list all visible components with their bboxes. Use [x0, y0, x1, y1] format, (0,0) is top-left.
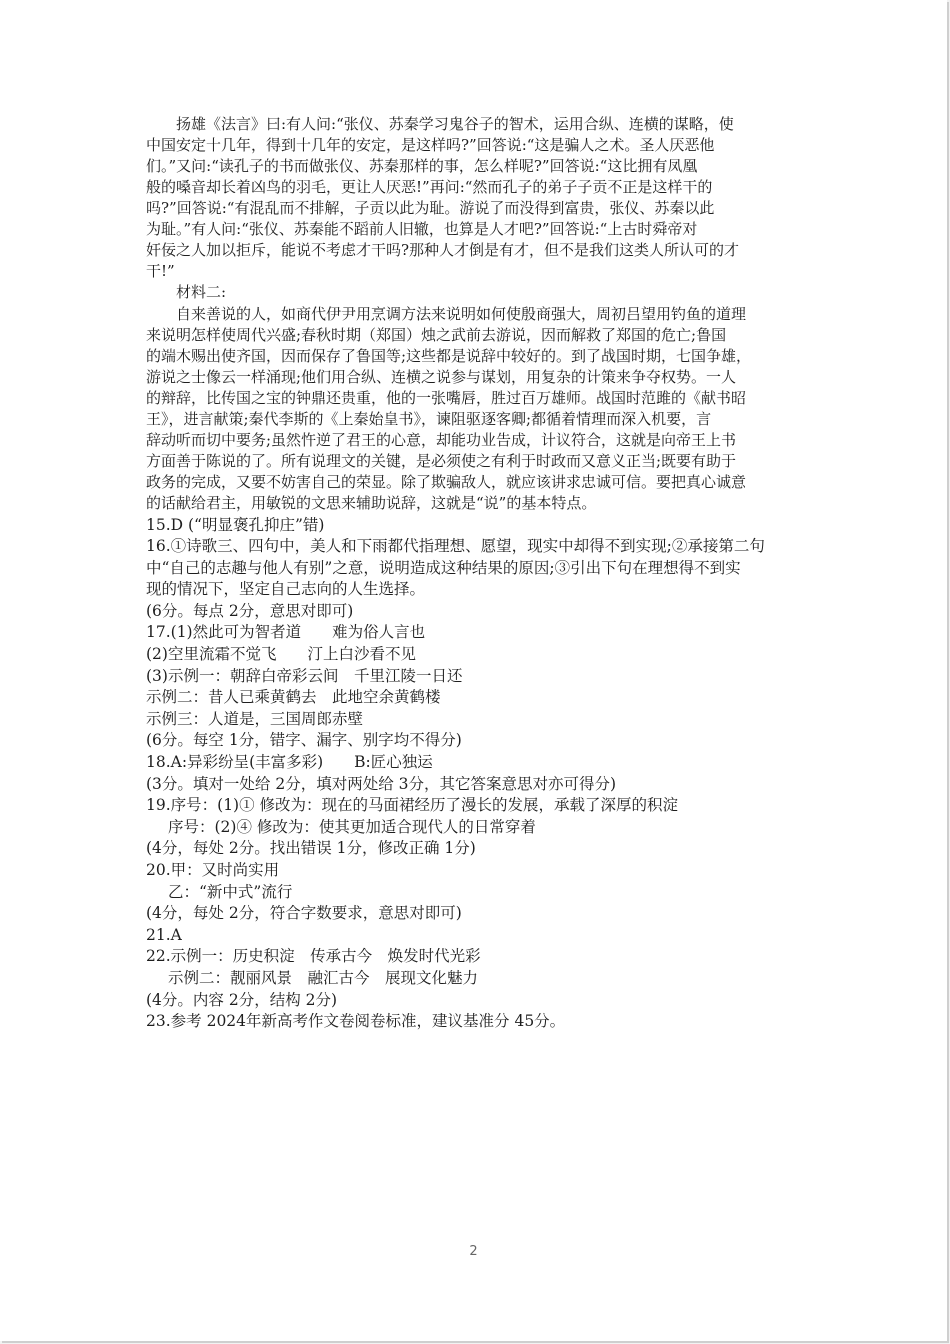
material-one-line: 们。”又问:“读孔子的书而做张仪、苏秦那样的事，怎么样呢?”回答说:“这比拥有凤凰 — [146, 157, 698, 175]
material-two-line: 的端木赐出使齐国，因而保存了鲁国等;这些都是说辞中较好的。到了战国时期，七国争雄， — [146, 346, 752, 365]
material-two-line: 辞动听而切中要务;虽然忤逆了君王的心意，却能功业告成，计议符合，这就是向帝王上书 — [146, 430, 737, 449]
material-two-line: 来说明怎样使周代兴盛;春秋时期（郑国）烛之武前去游说，因而解救了郑国的危亡;鲁国 — [146, 325, 727, 344]
answer-line: 18.A:异彩纷呈(丰富多彩) B:匠心独运 — [146, 753, 433, 772]
answer-line: 示例二：昔人已乘黄鹤去 此地空余黄鹤楼 — [146, 688, 441, 707]
material-two-line: 游说之士像云一样涌现;他们用合纵、连横之说参与谋划，用复杂的计策来争夺权势。一人 — [146, 367, 737, 386]
answer-line: 23.参考 2024年新高考作文卷阅卷标准，建议基准分 45分。 — [146, 1012, 566, 1031]
answer-line: 16.①诗歌三、四句中，美人和下雨都代指理想、愿望，现实中却得不到实现;②承接第二句 — [146, 537, 765, 556]
page-number: 2 — [469, 1244, 478, 1259]
answer-line: 19.序号：(1)① 修改为：现在的马面裙经历了漫长的发展，承载了深厚的积淀 — [146, 796, 679, 815]
answer-line: (4分，每处 2分。找出错误 1分，修改正确 1分) — [146, 839, 476, 858]
material-one-line: 奸佞之人加以拒斥，能说不考虑才干吗?那种人才倒是有才，但不是我们这类人所认可的才 — [146, 241, 740, 259]
material-one — [146, 114, 812, 282]
answer-line: (3)示例一：朝辞白帝彩云间 千里江陵一日还 — [146, 666, 463, 685]
material-one-line: 吗?”回答说:“有混乱而不排解，子贡以此为耻。游说了而没得到富贵，张仪、苏秦以此 — [146, 199, 715, 217]
answer-line: 17.(1)然此可为智者道 难为俗人言也 — [146, 623, 426, 642]
material-one-line: 中国安定十几年，得到十几年的安定，是这样吗?”回答说:“这是骗人之术。圣人厌恶他 — [146, 136, 715, 154]
answer-line: (3分。填对一处给 2分，填对两处给 3分，其它答案意思对亦可得分) — [146, 774, 617, 793]
material-one-line: 般的嗓音却长着凶鸟的羽毛，更让人厌恶!”再问:“然而孔子的弟子子贡不正是这样干的 — [146, 178, 713, 196]
answer-line: 中“自己的志趣与他人有别”之意，说明造成这种结果的原因;③引出下句在理想得不到实 — [146, 558, 741, 577]
answer-line: 乙：“新中式”流行 — [168, 882, 293, 901]
answer-line: 序号：(2)④ 修改为：使其更加适合现代人的日常穿着 — [168, 817, 536, 836]
answer-key — [146, 515, 812, 1033]
material-one-line: 为耻。”有人问:“张仪、苏秦能不蹈前人旧辙，也算是人才吧?”回答说:“上古时舜帝对 — [146, 220, 698, 238]
page-body — [146, 114, 812, 1033]
answer-line: 20.甲：又时尚实用 — [146, 861, 280, 879]
answer-line: 15.D (“明显褒孔抑庄”错) — [146, 515, 325, 534]
material-one-line: 干!” — [146, 262, 175, 280]
material-two-line: 的话献给君主，用敏锐的文思来辅助说辞，这就是“说”的基本特点。 — [146, 493, 597, 512]
answer-line: (6分。每点 2分，意思对即可) — [146, 601, 354, 620]
answer-line: 示例二：靓丽风景 融汇古今 展现文化魅力 — [168, 968, 479, 987]
material-two-line: 王》，进言献策;秦代李斯的《上秦始皇书》，谏阻驱逐客卿;都循着情理而深入机要，言 — [146, 409, 712, 428]
answer-line: 21.A — [146, 925, 182, 944]
material-two-title: 材料二: — [176, 283, 227, 301]
answer-line: 22.示例一：历史积淀 传承古今 焕发时代光彩 — [146, 947, 481, 966]
material-two-line: 方面善于陈说的了。所有说理文的关键，是必须使之有利于时政而又意义正当;既要有助于 — [146, 451, 737, 470]
answer-line: (4分。内容 2分，结构 2分) — [146, 990, 338, 1009]
material-one-line: 扬雄《法言》曰:有人问:“张仪、苏秦学习鬼谷子的智术，运用合纵、连横的谋略，使 — [176, 115, 734, 133]
answer-line: 现的情况下，坚定自己志向的人生选择。 — [146, 580, 426, 599]
answer-line: (6分。每空 1分，错字、漏字、别字均不得分) — [146, 731, 462, 750]
material-two-line: 的辩辞，比传国之宝的钟鼎还贵重，他的一张嘴唇，胜过百万雄师。战国时范雎的《献书昭 — [146, 388, 747, 407]
answer-line: (4分，每处 2分，符合字数要求，意思对即可) — [146, 904, 462, 923]
material-two — [146, 304, 812, 514]
answer-line: (2)空里流霜不觉飞 汀上白沙看不见 — [146, 645, 416, 664]
material-two-line: 自来善说的人，如商代伊尹用烹调方法来说明如何使殷商强大，周初吕望用钓鱼的道理 — [176, 304, 747, 323]
answer-line: 示例三：人道是，三国周郎赤壁 — [146, 709, 364, 728]
material-two-line: 政务的完成，又要不妨害自己的荣显。除了欺骗敌人，就应该讲求忠诚可信。要把真心诚意 — [146, 472, 747, 491]
